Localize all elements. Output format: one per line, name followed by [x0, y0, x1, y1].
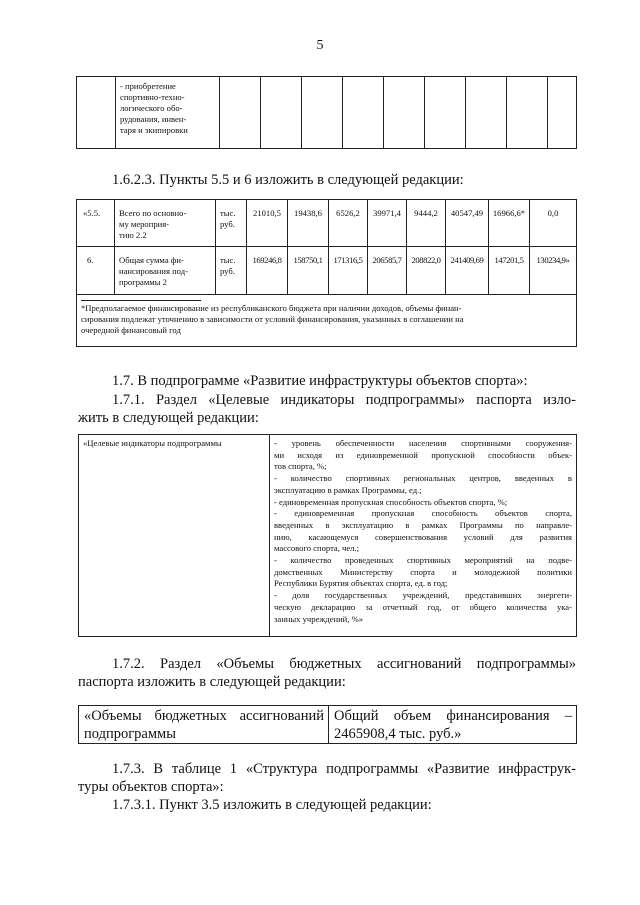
- top-table: [76, 76, 577, 149]
- value: 241409,69: [450, 255, 484, 265]
- volumes-value-line: Общий объем финансирования –: [334, 708, 572, 724]
- table-cell: [507, 77, 548, 149]
- value-cell: [489, 200, 530, 247]
- footnote-line: сирования подлежат уточнению в зависимости от условий финансирования, указанных в соглашении на: [81, 314, 464, 324]
- unit-line: тыс.: [220, 255, 236, 265]
- table-row: [77, 200, 577, 247]
- value: 169246,8: [252, 255, 282, 265]
- finance-table: [76, 199, 577, 347]
- value-cell: [407, 200, 446, 247]
- cell-line: - приобретение: [120, 81, 176, 91]
- indicator-line: введенных в эксплуатацию в рамках Программы по направле-: [274, 519, 572, 530]
- table-row: [79, 435, 577, 637]
- section-1623: 1.6.2.3. Пункты 5.5 и 6 изложить в следующей редакции:: [112, 172, 464, 188]
- table-cell: [425, 77, 466, 149]
- row-label-line: тию 2.2: [119, 230, 147, 240]
- value-cell: [247, 247, 288, 295]
- unit-line: руб.: [220, 219, 235, 229]
- section-17: 1.7. В подпрограмме «Развитие инфраструктуры объектов спорта»:: [112, 373, 528, 389]
- value: 9444,2: [414, 208, 438, 218]
- row-label-line: Всего по основно-: [119, 208, 187, 218]
- unit-line: руб.: [220, 266, 235, 276]
- table-cell: [77, 77, 116, 149]
- value-cell: [530, 247, 577, 295]
- row-label-line: программы 2: [119, 277, 167, 287]
- table-cell: [384, 77, 425, 149]
- indicators-label-cell: [79, 435, 270, 637]
- indicator-line: занных учреждений, %»: [274, 613, 364, 624]
- indicator-line: - количество проведенных спортивных мероприятий на подве-: [274, 555, 572, 566]
- footnote-line: очередной финансовый год: [81, 325, 181, 335]
- indicator-line: ческую декларацию за отчетный год, от общего количества ука-: [274, 601, 572, 612]
- indicator-line: - единовременная пропускная способность объектов спорта, %;: [274, 496, 508, 507]
- indicator-line: тов спорта, %;: [274, 461, 327, 472]
- value-cell: [329, 200, 368, 247]
- table-cell: [466, 77, 507, 149]
- volumes-value-cell: [329, 706, 577, 744]
- indicators-value-cell: [270, 435, 577, 637]
- table-cell: [548, 77, 577, 149]
- section-172-line1: 1.7.2. Раздел «Объемы бюджетных ассигнований подпрограммы»: [112, 656, 576, 672]
- value: 171316,5: [333, 255, 363, 265]
- table-cell: [220, 77, 261, 149]
- value: 16966,6*: [492, 208, 526, 218]
- value-cell: [368, 200, 407, 247]
- value: 21010,5: [253, 208, 281, 218]
- row-number: 6.: [87, 255, 94, 265]
- table-row: [79, 706, 577, 744]
- row-label-line: Общая сумма фи-: [119, 255, 184, 265]
- value-cell: [368, 247, 407, 295]
- value-cell: [288, 200, 329, 247]
- indicator-line: - уровень обеспеченности населения спортивными сооружения-: [274, 438, 572, 448]
- unit-cell: [216, 247, 247, 295]
- volumes-label-cell: [79, 706, 329, 744]
- value: 19438,6: [294, 208, 322, 218]
- footnote-cell: [77, 295, 577, 347]
- value: 208822,0: [411, 255, 441, 265]
- value: 40547,49: [450, 208, 484, 218]
- value: 147201,5: [494, 255, 524, 265]
- value-cell: [288, 247, 329, 295]
- value: 206585,7: [372, 255, 402, 265]
- indicator-line: эксплуатацию в рамках Программы, ед.;: [274, 484, 422, 495]
- table-cell: [261, 77, 302, 149]
- indicator-line: - доля государственных учреждений, представивших энергети-: [274, 590, 572, 601]
- volumes-label-line: подпрограммы: [84, 726, 176, 742]
- value-cell: [489, 247, 530, 295]
- indicator-line: - единовременная пропускная способность объектов спорта,: [274, 508, 572, 519]
- section-171-line2: жить в следующей редакции:: [78, 410, 259, 426]
- value-cell: [530, 200, 577, 247]
- unit-line: тыс.: [220, 208, 236, 218]
- indicator-line: Республики Бурятия объектах спорта, ед. в год;: [274, 578, 448, 589]
- row-label-line: нансирования под-: [119, 266, 188, 276]
- value: 39971,4: [373, 208, 401, 218]
- cell-line: спортивно-техно-: [120, 92, 185, 102]
- cell-line: логического обо-: [120, 103, 183, 113]
- indicator-line: массового спорта, чел.;: [274, 543, 359, 554]
- row-number: «5.5.: [83, 208, 101, 218]
- volumes-table: [78, 705, 577, 744]
- table-cell: [302, 77, 343, 149]
- row-label-cell: [115, 247, 216, 295]
- section-173-line2: туры объектов спорта»:: [78, 779, 224, 795]
- value: 130234,9»: [536, 255, 570, 265]
- row-number-cell: [77, 247, 115, 295]
- footnote-line: *Предполагаемое финансирование из республиканского бюджета при наличии доходов, объемы финан-: [81, 303, 462, 313]
- value-cell: [446, 200, 489, 247]
- cell-line: рудования, инвен-: [120, 114, 187, 124]
- value-cell: [446, 247, 489, 295]
- section-173-line1: 1.7.3. В таблице 1 «Структура подпрограммы «Развитие инфраструк-: [112, 761, 576, 777]
- table-cell: [343, 77, 384, 149]
- volumes-label-line: «Объемы бюджетных ассигнований: [84, 708, 324, 724]
- row-label-line: му мероприя-: [119, 219, 170, 229]
- section-171-line1: 1.7.1. Раздел «Целевые индикаторы подпрограммы» паспорта изло-: [112, 392, 576, 408]
- value: 0,0: [547, 208, 559, 218]
- indicators-table: [78, 434, 577, 637]
- page-number: 5: [316, 38, 324, 53]
- unit-cell: [216, 200, 247, 247]
- row-label-cell: [115, 200, 216, 247]
- volumes-value-line: 2465908,4 тыс. руб.»: [334, 726, 462, 742]
- indicator-line: - количество спортивных региональных центров, введенных в: [274, 473, 572, 484]
- indicator-line: домственных Министерству спорта и молодежной политики: [274, 566, 572, 577]
- indicator-line: нию, касающемуся совершенствования условий для развития: [274, 531, 572, 542]
- value: 6526,2: [336, 208, 360, 218]
- value-cell: [247, 200, 288, 247]
- section-1731: 1.7.3.1. Пункт 3.5 изложить в следующей редакции:: [112, 797, 432, 813]
- value: 158750,1: [293, 255, 323, 265]
- indicator-line: ми исходя из единовременной пропускной способности объек-: [274, 449, 572, 460]
- row-number-cell: [77, 200, 115, 247]
- table-cell: [116, 77, 220, 149]
- section-172-line2: паспорта изложить в следующей редакции:: [78, 674, 346, 690]
- cell-line: таря и экипировки: [120, 125, 188, 135]
- indicators-label: «Целевые индикаторы подпрограммы: [83, 438, 222, 448]
- value-cell: [407, 247, 446, 295]
- table-row: [77, 247, 577, 295]
- footnote-row: [77, 295, 577, 347]
- value-cell: [329, 247, 368, 295]
